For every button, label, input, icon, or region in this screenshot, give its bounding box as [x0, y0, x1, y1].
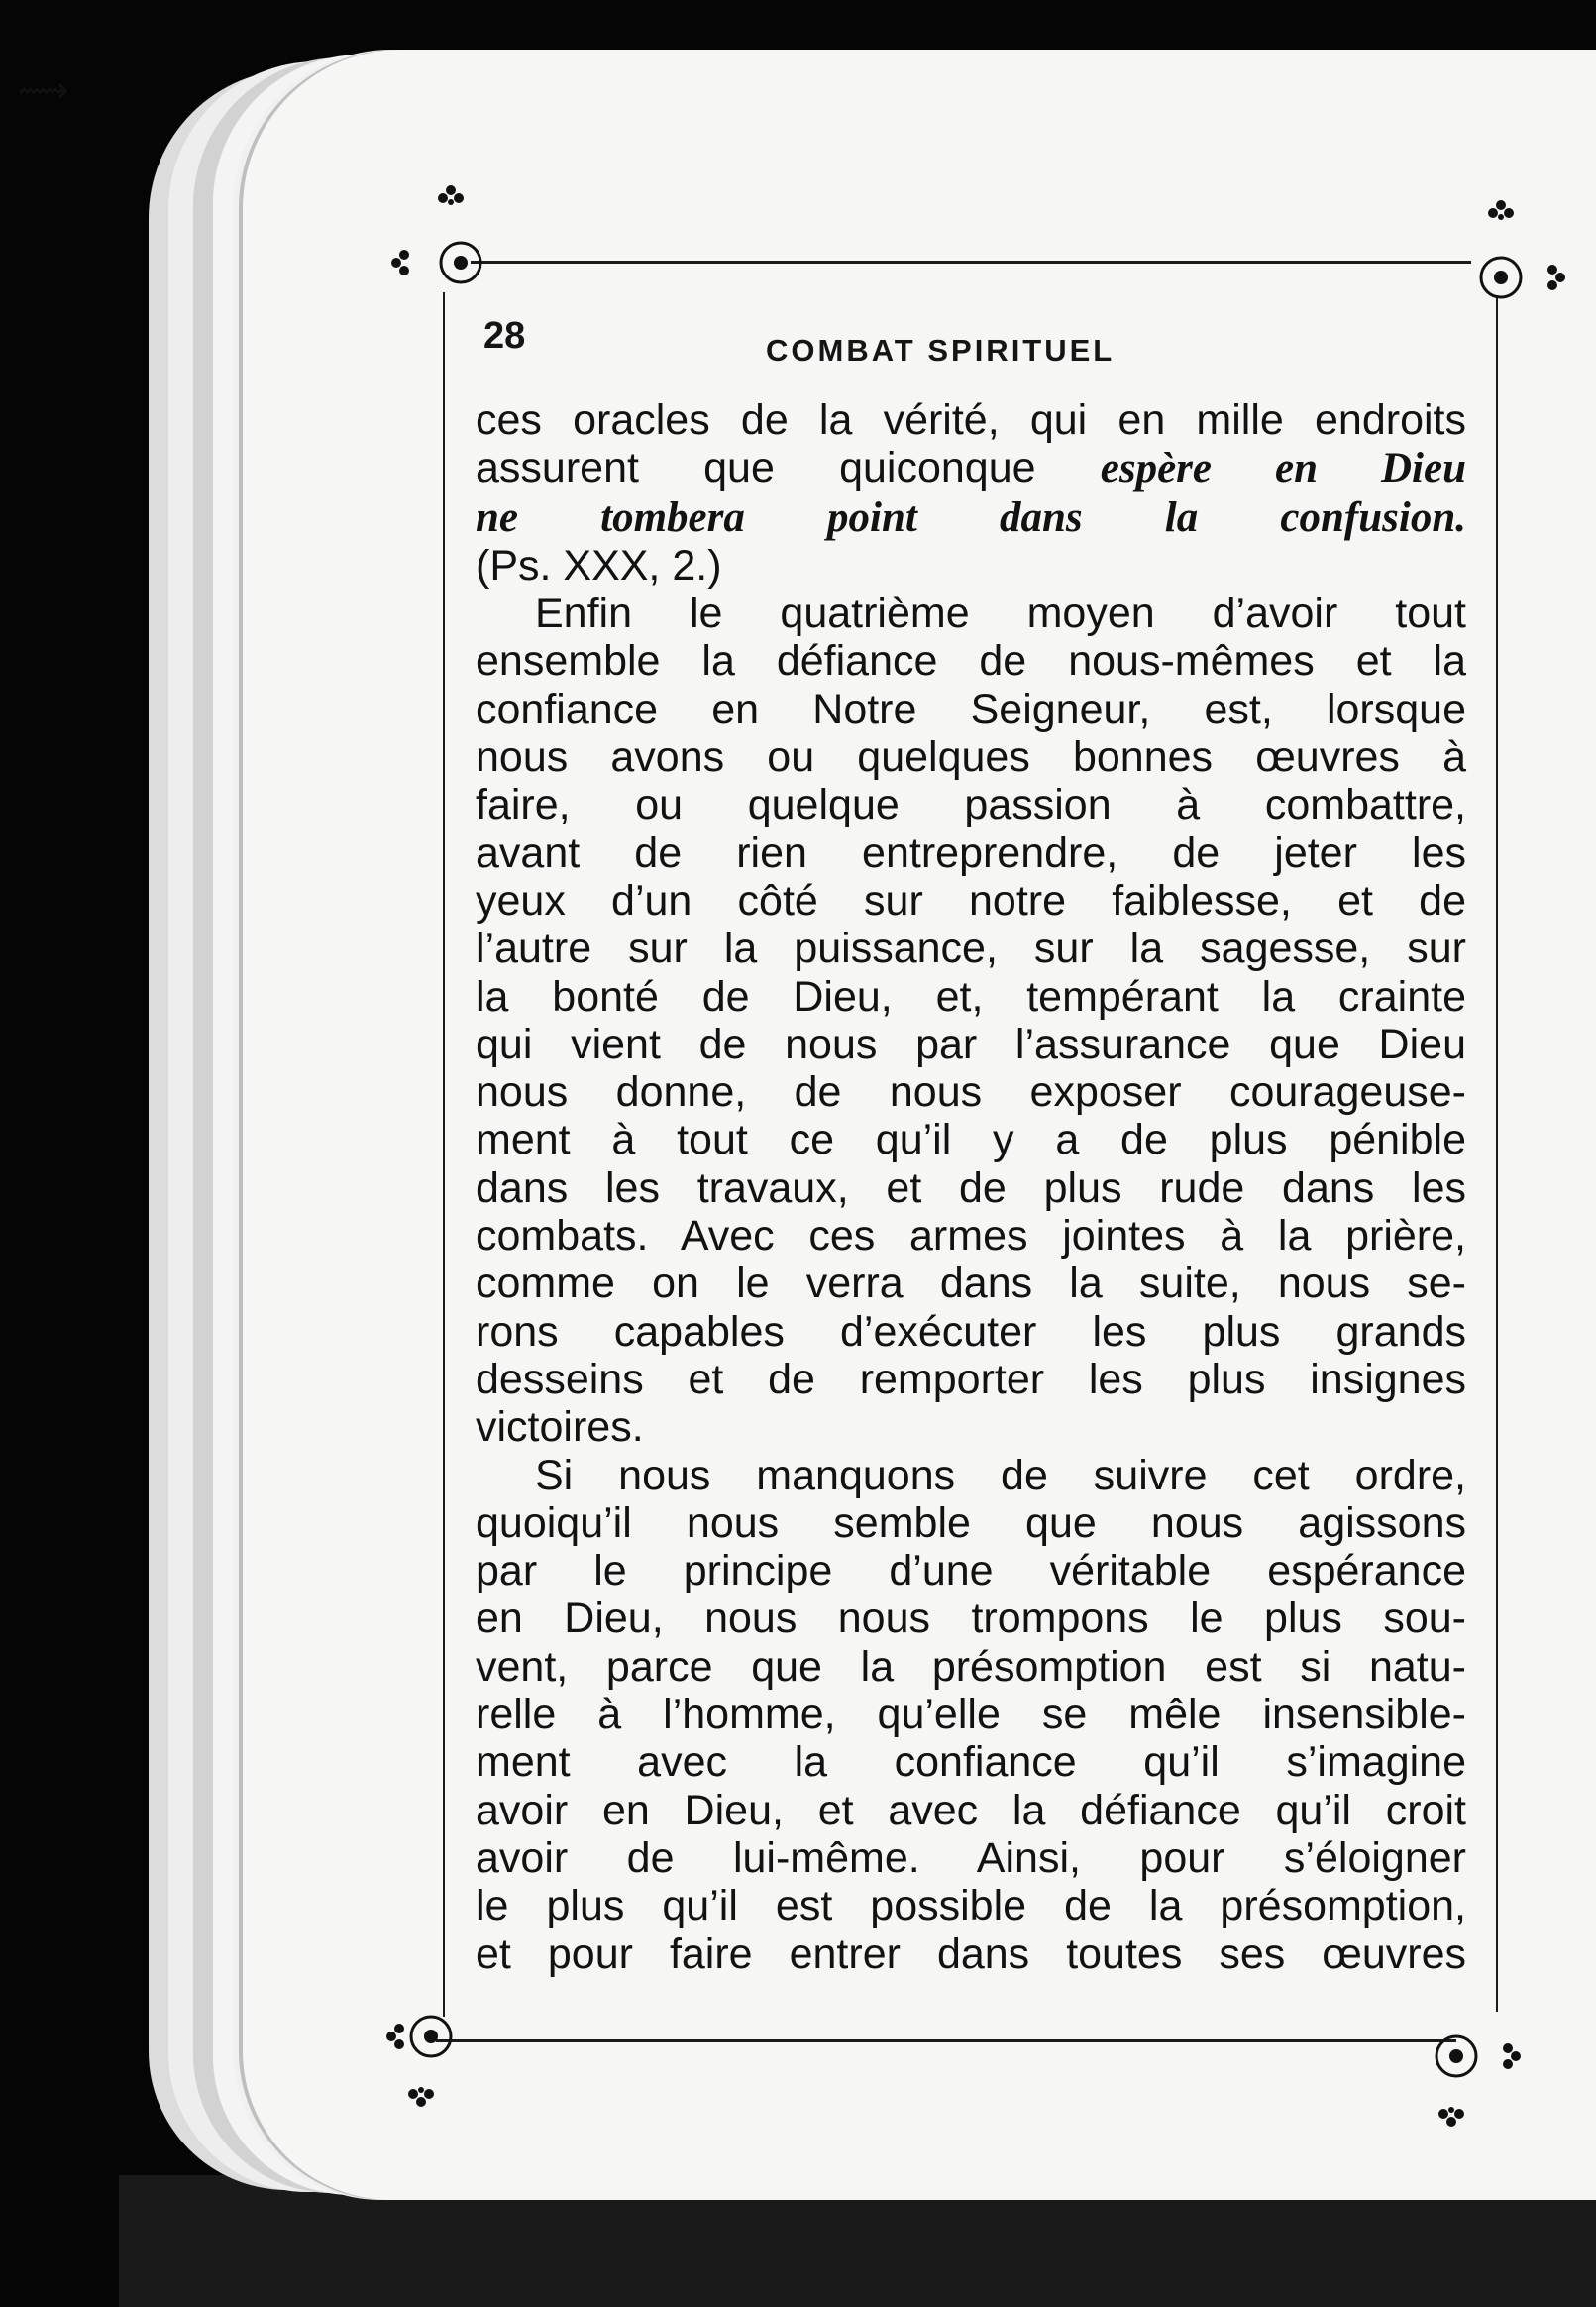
- text-line: confiance en Notre Seigneur, est, lorsque: [476, 685, 1466, 733]
- text-line: assurent que quiconque espère en Dieu: [476, 444, 1467, 493]
- text-line: en Dieu, nous nous trompons le plus sou-: [476, 1594, 1466, 1643]
- page-header: [483, 315, 1474, 375]
- text-line: rons capables d’exécuter les plus grands: [476, 1307, 1466, 1356]
- text-line: nous donne, de nous exposer courageuse-: [476, 1068, 1466, 1117]
- text-line: et pour faire entrer dans toutes ses œuvres: [476, 1929, 1466, 1978]
- body-text: [476, 396, 1466, 1978]
- text-line: relle à l’homme, qu’elle se mêle insensible-: [476, 1691, 1466, 1739]
- text-line: Si nous manquons de suivre cet ordre,: [535, 1451, 1466, 1499]
- text-line: avant de rien entreprendre, de jeter les: [476, 828, 1466, 877]
- frame-right-rule: [1496, 297, 1498, 2012]
- text-line: ces oracles de la vérité, qui en mille endroits: [476, 396, 1466, 444]
- text-line: dans les travaux, et de plus rude dans les: [476, 1163, 1466, 1212]
- text-line: yeux d’un côté sur notre faiblesse, et de: [476, 876, 1466, 925]
- text-line: par le principe d’une véritable espérance: [476, 1547, 1466, 1595]
- text-line: vent, parce que la présomption est si natu-: [476, 1642, 1466, 1691]
- frame-left-rule: [443, 292, 445, 2017]
- text-line: nous avons ou quelques bonnes œuvres à: [476, 733, 1466, 782]
- trefoil-side-ornament-icon: [1511, 243, 1580, 312]
- trefoil-side-ornament-icon: [376, 228, 446, 297]
- running-head: COMBAT SPIRITUEL: [766, 333, 1116, 368]
- text-line: (Ps. XXX, 2.): [476, 541, 722, 590]
- text-line: quoiqu’il nous semble que nous agissons: [476, 1498, 1466, 1547]
- frame-top-rule: [471, 261, 1471, 264]
- text-line: ment à tout ce qu’il y a de plus pénible: [476, 1116, 1466, 1164]
- trefoil-circle-ornament-icon: [386, 2056, 456, 2126]
- text-line: victoires.: [476, 1403, 644, 1452]
- text-line: qui vient de nous par l’assurance que Dieu: [476, 1020, 1466, 1068]
- text-line: la bonté de Dieu, et, tempérant la crainte: [476, 972, 1466, 1021]
- text-line: Enfin le quatrième moyen d’avoir tout: [535, 590, 1466, 638]
- text-line: ment avec la confiance qu’il s’imagine: [476, 1738, 1466, 1787]
- text-line: ensemble la défiance de nous-mêmes et la: [476, 637, 1466, 686]
- text-line: desseins et de remporter les plus insignes: [476, 1355, 1466, 1403]
- text-line: ne tombera point dans la confusion.: [476, 494, 1466, 541]
- text-line: avoir en Dieu, et avec la défiance qu’il croit: [476, 1786, 1466, 1834]
- page-number: 28: [483, 315, 526, 357]
- text-line: avoir de lui-même. Ainsi, pour s’éloigner: [476, 1833, 1466, 1882]
- text-line: combats. Avec ces armes jointes à la prière,: [476, 1212, 1466, 1261]
- trefoil-circle-ornament-icon: [1417, 2076, 1486, 2145]
- text-line: comme on le verra dans la suite, nous se-: [476, 1260, 1466, 1308]
- text-line: faire, ou quelque passion à combattre,: [476, 781, 1466, 829]
- frame-bottom-rule: [436, 2039, 1456, 2042]
- text-line: le plus qu’il est possible de la présomption,: [476, 1882, 1466, 1930]
- text-line: l’autre sur la puissance, sur la sagesse, sur: [476, 925, 1466, 973]
- scan-artifact: ⟿: [18, 70, 69, 110]
